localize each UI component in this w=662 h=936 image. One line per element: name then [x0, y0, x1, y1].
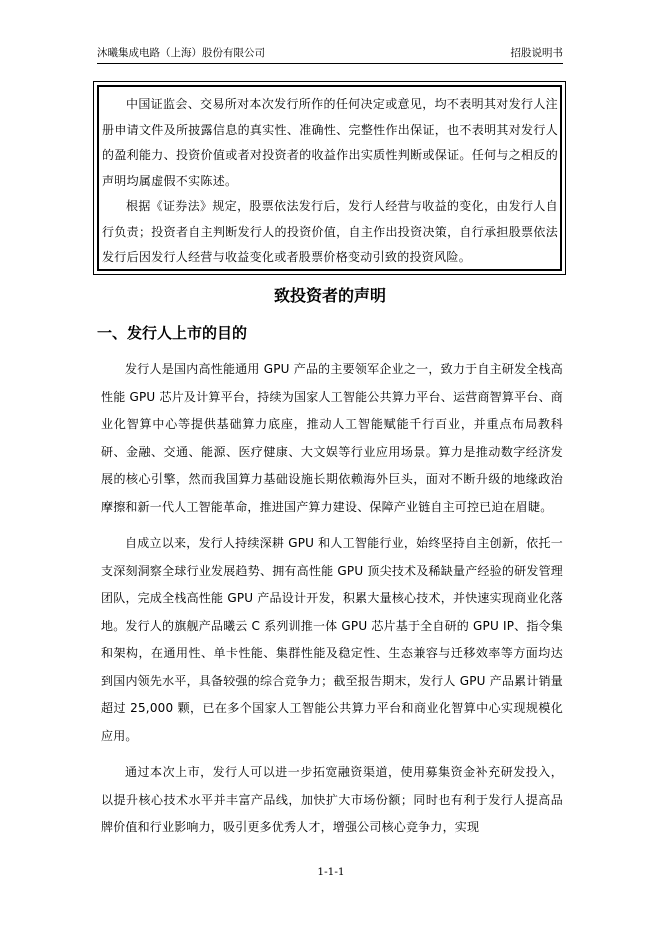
body-paragraph: 发行人是国内高性能通用 GPU 产品的主要领军企业之一，致力于自主研发全栈高性能 GPU 芯片及计算平台，持续为国家人工智能公共算力平台、运营商智算平台、商业化智算中心等提供基础算力底座，推动人工智能赋能千行百业，并重点布局教科研、金融、交通、能源、医疗健康、大文娱等行业应用场景。算力是推动数字经济发展的核心引擎，然而我国算力基础设施长期依赖海外巨头，面对不断升级的地缘政治摩擦和新一代人工智能革命，推进国产算力建设、保障产业链自主可控已迫在眉睫。: [101, 362, 563, 514]
regulatory-notice-inner-border: [97, 85, 562, 271]
notice-paragraph: 中国证监会、交易所对本次发行所作的任何决定或意见，均不表明其对发行人注册申请文件及所披露信息的真实性、准确性、完整性作出保证，也不表明其对发行人的盈利能力、投资价值或者对投资者的收益作出实质性判断或保证。任何与之相反的声明均属虚假不实陈述。: [102, 97, 558, 188]
section-body: [101, 356, 563, 851]
header-rule: [97, 63, 563, 64]
body-paragraph: 通过本次上市，发行人可以进一步拓宽融资渠道，使用募集资金补充研发投入，以提升核心技术水平并丰富产品线，加快扩大市场份额；同时也有利于发行人提高品牌价值和行业影响力，吸引更多优秀人才，增强公司核心竞争力，实现: [101, 765, 563, 834]
body-paragraph: 自成立以来，发行人持续深耕 GPU 和人工智能行业，始终坚持自主创新，依托一支深刻洞察全球行业发展趋势、拥有高性能 GPU 顶尖技术及稀缺量产经验的研发管理团队，完成全栈高性能 GPU 产品设计开发，积累大量核心技术，并快速实现商业化落地。发行人的旗舰产品曦云 C 系列训推一体 GPU 芯片基于全自研的 GPU IP、指令集和架构，在通用性、单卡性能、集群性能及稳定性、生态兼容与迁移效率等方面均达到国内领先水平，具备较强的综合竞争力；截至报告期末，发行人 GPU 产品累计销量超过 25,000 颗，已在多个国家人工智能公共算力平台和商业化智算中心实现规模化应用。: [101, 536, 563, 743]
page-number: 1-1-1: [317, 866, 345, 878]
page-header: [97, 46, 563, 61]
document-title: 致投资者的声明: [273, 286, 386, 305]
section-heading: 一、发行人上市的目的: [97, 324, 248, 342]
header-document-type: 招股说明书: [510, 47, 563, 59]
notice-paragraph: 根据《证券法》规定，股票依法发行后，发行人经营与收益的变化，由发行人自行负责；投资者自主判断发行人的投资价值，自主作出投资决策，自行承担股票依法发行后因发行人经营与收益变化或者股票价格变动引致的投资风险。: [102, 199, 558, 264]
header-company-name: 沐曦集成电路（上海）股份有限公司: [97, 47, 265, 59]
regulatory-notice-box: [93, 81, 566, 275]
